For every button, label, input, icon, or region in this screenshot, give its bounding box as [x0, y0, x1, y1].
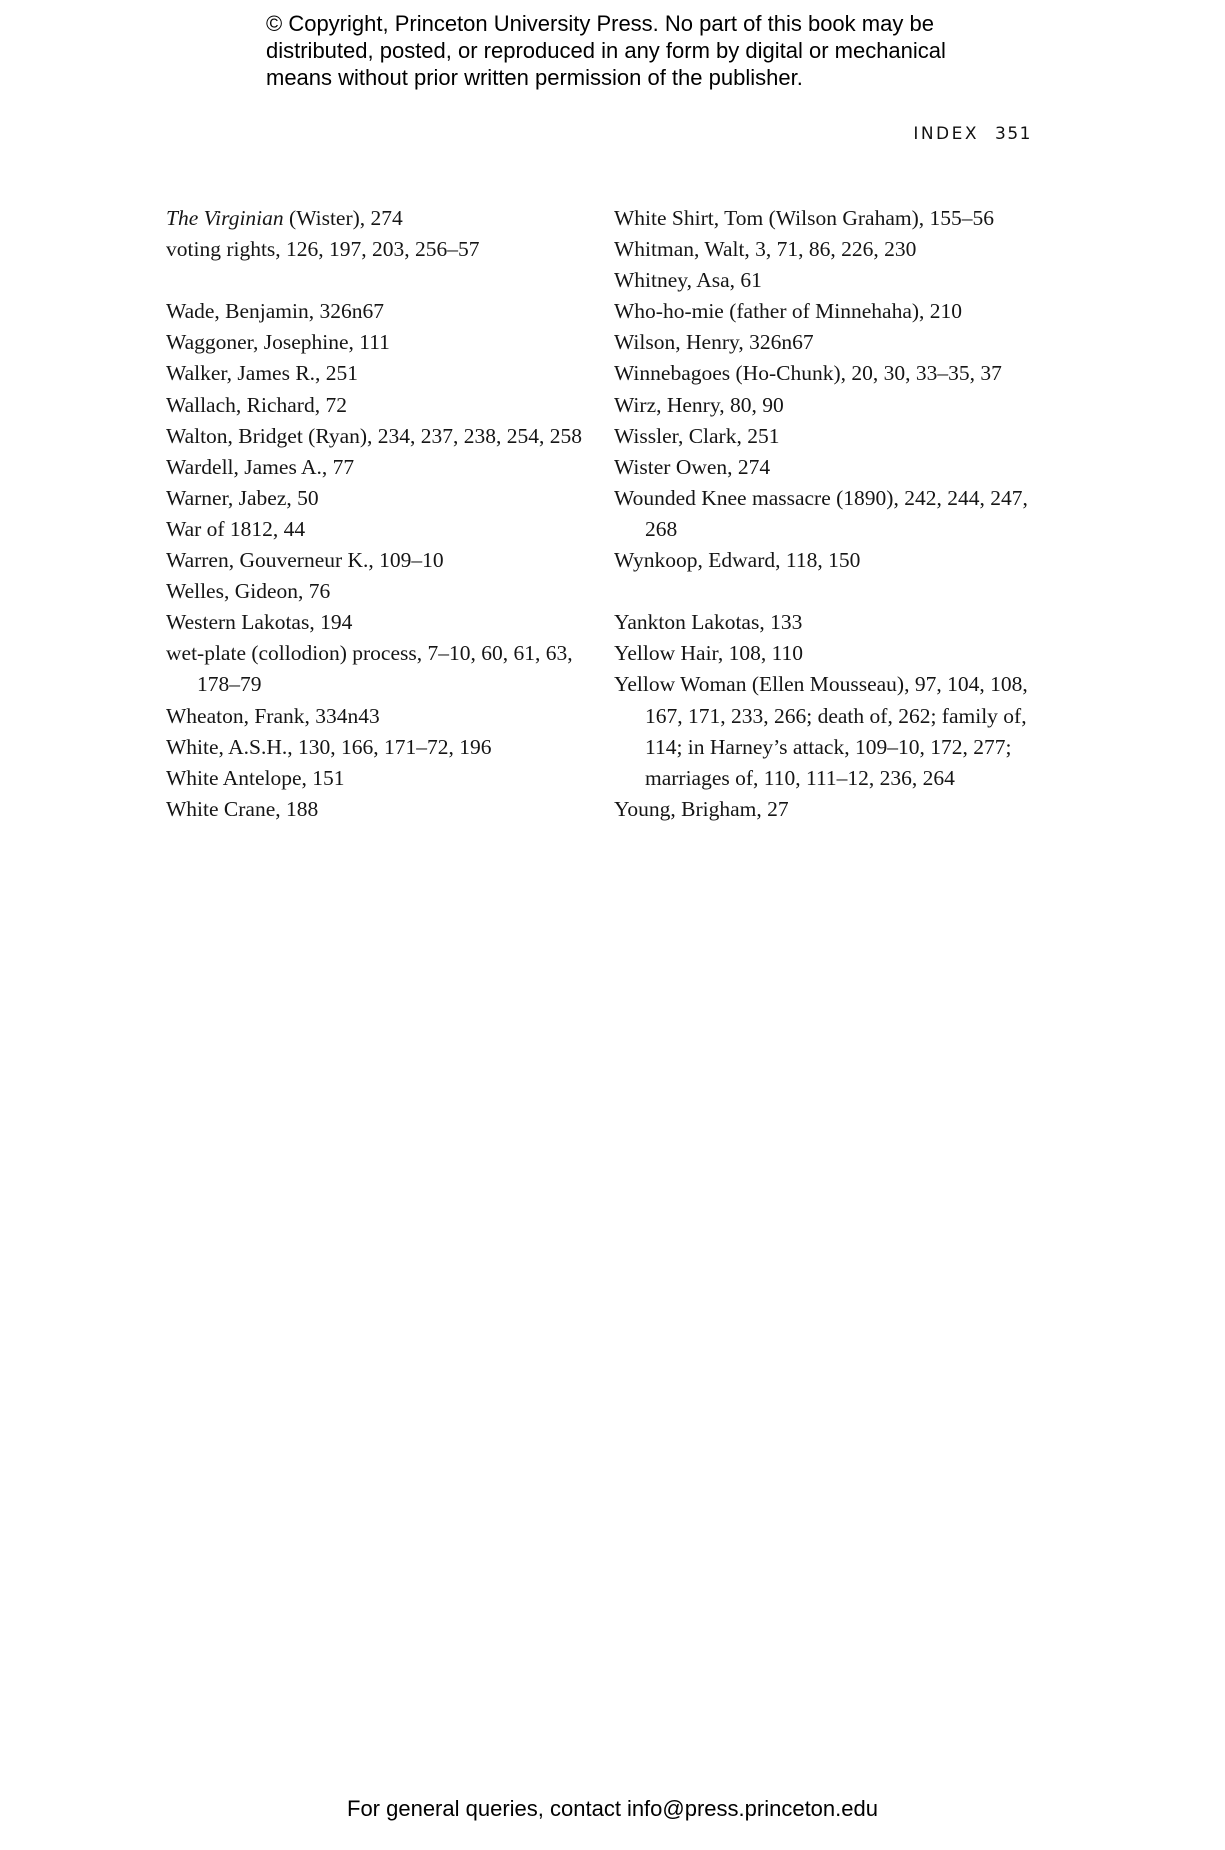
- index-entry: Wounded Knee massacre (1890), 242, 244, 247, 268: [614, 485, 1028, 541]
- letter-group-gap: [166, 265, 596, 296]
- index-entry: Western Lakotas, 194: [166, 610, 353, 635]
- index-entry: Yellow Woman (Ellen Mousseau), 97, 104, 108, 167, 171, 233, 266; death of, 262; family of, 114; in Harney’s attack, 109–10, 172, 277; marriages of, 110, 111–12, 236, 264: [614, 672, 1028, 790]
- index-entry: Walker, James R., 251: [166, 361, 359, 386]
- index-entry: Warren, Gouverneur K., 109–10: [166, 548, 444, 573]
- index-entry: White Crane, 188: [166, 796, 319, 821]
- index-entry: Whitney, Asa, 61: [614, 268, 762, 293]
- letter-group-gap: [614, 576, 1044, 607]
- index-column-right: [614, 203, 1044, 825]
- index-entry: Wister Owen, 274: [614, 454, 771, 479]
- index-entry: Wilson, Henry, 326n67: [614, 330, 814, 355]
- index-entry: Wynkoop, Edward, 118, 150: [614, 548, 861, 573]
- page-number: 351: [995, 124, 1032, 144]
- index-entry: White Antelope, 151: [166, 765, 345, 790]
- index-entry: wet-plate (collodion) process, 7–10, 60, 61, 63, 178–79: [166, 641, 573, 697]
- index-entry: Yellow Hair, 108, 110: [614, 641, 804, 666]
- index-entry: Yankton Lakotas, 133: [614, 610, 803, 635]
- index-entry: Who-ho-mie (father of Minnehaha), 210: [614, 299, 963, 324]
- index-entry-rest: (Wister), 274: [283, 206, 403, 230]
- index-entry: Wardell, James A., 77: [166, 454, 355, 479]
- running-head: [913, 124, 1032, 144]
- copyright-notice: [266, 10, 1026, 91]
- index-entry: Warner, Jabez, 50: [166, 485, 319, 510]
- index-entry: Winnebagoes (Ho-Chunk), 20, 30, 33–35, 37: [614, 361, 1002, 386]
- index-entry: Wheaton, Frank, 334n43: [166, 703, 380, 728]
- index-entry: Welles, Gideon, 76: [166, 579, 331, 604]
- index-entry: War of 1812, 44: [166, 516, 306, 541]
- index-entry: White Shirt, Tom (Wilson Graham), 155–56: [614, 206, 994, 230]
- book-title: The Virginian: [166, 206, 284, 230]
- index-entry: Walton, Bridget (Ryan), 234, 237, 238, 254, 258: [166, 423, 583, 448]
- index-entry: Waggoner, Josephine, 111: [166, 330, 390, 355]
- copyright-line-1: © Copyright, Princeton University Press. No part of this book may be: [266, 11, 934, 36]
- footer-contact: [0, 1796, 1225, 1822]
- index-entry: Young, Brigham, 27: [614, 796, 789, 821]
- index-column-left: [166, 203, 596, 825]
- index-entry: Wissler, Clark, 251: [614, 423, 780, 448]
- index-entry: Wade, Benjamin, 326n67: [166, 299, 385, 324]
- copyright-line-3: means without prior written permission of the publisher.: [266, 65, 803, 90]
- index-entry: White, A.S.H., 130, 166, 171–72, 196: [166, 734, 492, 759]
- index-entry: Wirz, Henry, 80, 90: [614, 392, 784, 417]
- index-entry: Whitman, Walt, 3, 71, 86, 226, 230: [614, 237, 917, 262]
- footer-text: For general queries, contact: [347, 1796, 621, 1821]
- copyright-line-2: distributed, posted, or reproduced in any form by digital or mechanical: [266, 38, 946, 63]
- section-label: INDEX: [913, 124, 980, 144]
- index-entry: voting rights, 126, 197, 203, 256–57: [166, 237, 480, 262]
- index-entry: Wallach, Richard, 72: [166, 392, 347, 417]
- index-entry: [166, 203, 596, 234]
- contact-email-link[interactable]: info@press.princeton.edu: [626, 1796, 878, 1821]
